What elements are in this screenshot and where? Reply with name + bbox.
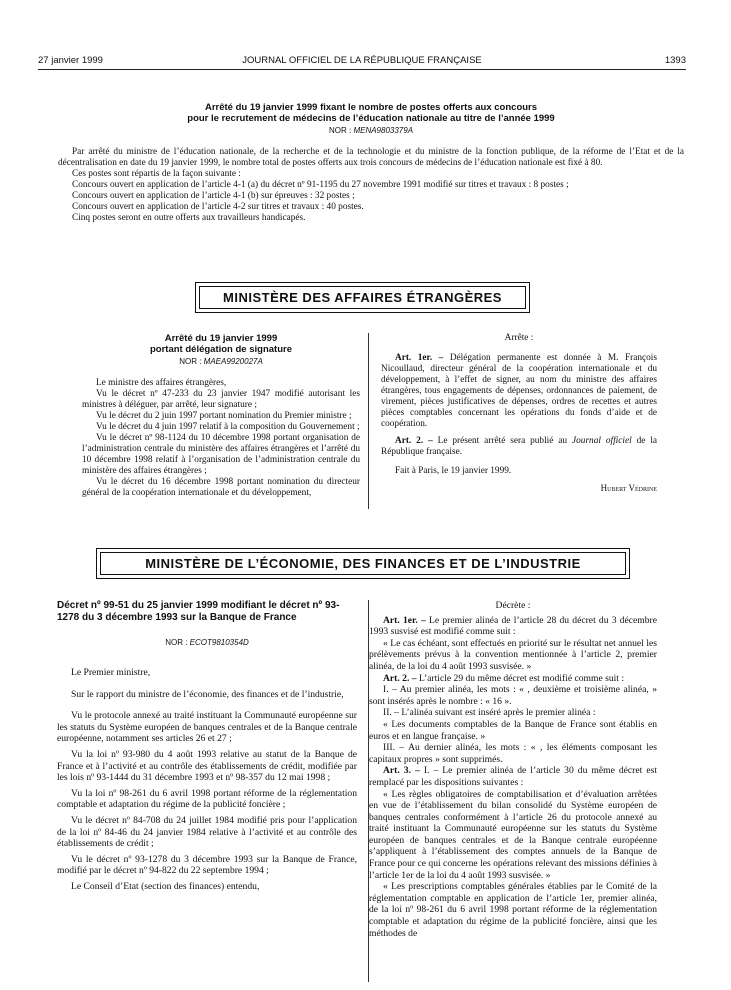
nor-label: NOR : [179,357,202,366]
article-quote: « Le cas échéant, sont effectués en priorité sur le résultat net annuel les prélèvements prévus à la convention mentionnée à l’article 2, premier alinéa, de la loi du 4 août 1993 susvisée. » [369,637,657,672]
article-3 [369,765,657,788]
nor-reference [82,357,360,366]
nor-label: NOR : [328,126,352,135]
decret-title: Décret nº 99-51 du 25 janvier 1999 modifiant le décret nº 93-1278 du 3 décembre 1993 sur la Banque de France [57,600,340,623]
article-2 [369,673,657,685]
nor-label: NOR : [165,638,188,647]
article-1 [369,615,657,638]
banner-label: MINISTÈRE DES AFFAIRES ÉTRANGÈRES [223,290,502,305]
decret-right-column [369,600,657,985]
arrete-postes-medecins [58,102,684,224]
paragraph: Vu le décret du 2 juin 1997 portant nomination du Premier ministre ; [96,411,352,421]
paragraph: Vu le protocole annexé au traité instituant la Communauté européenne sur les statuts du Système européen de banques centrales et de la Banque centrale européenne, notamment ses articles 26 et 27 ; [57,710,357,745]
ministry-banner-economie [100,552,626,575]
paragraph: Vu le décret du 16 décembre 1998 portant nomination du directeur général de la coopération internationale et du développement, [82,477,360,498]
paragraph: Vu le décret nº 84-708 du 24 juillet 1984 modifié pris pour l’application de la loi nº 84-46 du 24 janvier 1984 relative à l’activité et au contrôle des établissements de crédit ; [57,814,357,850]
arrete-title-line-2: portant délégation de signature [150,344,292,355]
header-journal-title: JOURNAL OFFICIEL DE LA RÉPUBLIQUE FRANÇAISE [242,55,482,66]
paragraph: Cinq postes seront en outre offerts aux travailleurs handicapés. [72,213,306,223]
paragraph: Par arrêté du ministre de l’éducation nationale, de la recherche et de la technologie et du ministre de la fonction publique, de la réforme de l’Etat et de la décentralisation en date du 19 janvier 1999, le nombre total de postes offerts aux trois concours de médecins de l’éducation nationale est fixé à 80. [58,147,684,168]
paragraph: Vu le décret nº 93-1278 du 3 décembre 1993 sur la Banque de France, modifié par le décret nº 94-822 du 22 septembre 1994 ; [57,853,357,877]
article-label: Art. 2. – [383,672,417,684]
fait-a-paris: Fait à Paris, le 19 janvier 1999. [395,466,512,476]
article-label: Art. 2. – [395,436,433,446]
arrete-title-line-1: Arrêté du 19 janvier 1999 [164,333,278,344]
paragraph: Ces postes sont répartis de la façon suivante : [72,169,241,179]
page-header [38,55,686,69]
arrete-heading: Arrête : [504,333,534,343]
decret-left-column [57,600,357,893]
article-text: Le présent arrêté sera publié au [437,436,568,446]
arrete-delegation-left-column [82,333,360,499]
paragraph: Le ministre des affaires étrangères, [96,378,227,388]
article-quote: « Les documents comptables de la Banque de France sont établis en euros et en langue française. » [369,718,657,742]
paragraph: Vu la loi nº 93-980 du 4 août 1993 relative au statut de la Banque de France et à l’activité et au contrôle des établissements de crédit, modifiée par les lois nº 93-1444 du 31 décembre 1993 et nº 98-357 du 12 mai 1998 ; [57,748,357,784]
paragraph: Vu la loi nº 98-261 du 6 avril 1998 portant réforme de la réglementation comptable et adaptation du régime de la publicité foncière ; [57,787,357,811]
article-text: Le premier alinéa de l’article 28 du décret du 3 décembre 1993 susvisé est modifié comme suit : [369,614,657,638]
article-subparagraph: II. – L’alinéa suivant est inséré après le premier alinéa : [383,707,596,719]
nor-reference [58,126,684,135]
paragraph: Vu le décret nº 98-1124 du 10 décembre 1998 portant organisation de l’administration centrale du ministère des affaires étrangères et l’arrêté du 10 décembre 1998 relatif à l’organisation de l’administration centrale du ministère des affaires étrangères ; [82,433,360,476]
header-page-number: 1393 [664,55,686,66]
paragraph: Vu le décret du 4 juin 1997 relatif à la composition du Gouvernement ; [96,422,360,432]
article-quote: « Les règles obligatoires de comptabilisation et d’évaluation arrêtées en vue de l’établissement du bilan consolidé du Système européen de banques centrales conformément à l’article 26 du protocole annexé au traité instituant la Communauté européenne sur les statuts du Système européen de banques centrales et de la Banque centrale européenne s’appliquent à l’établissement des comptes annuels de la Banque de France pour ce qui concerne les opérations relevant des missions définies à l’article 1er de la loi du 4 août 1993 susvisée. » [369,788,657,881]
nor-code: ECOT9810354D [189,638,249,647]
signature: Hubert Védrine [600,483,657,493]
article-text: Délégation permanente est donnée à M. François Nicoullaud, directeur général de la coopération internationale et du développement, à l’effet de signer, au nom du ministre des affaires étrangères, tous engagements de dépenses, ordonnances de paiement, de virement, pièces justificatives de dépenses, ordres de recettes et autres pièces comptables concernant les opérations du fonds d’aide et de coopération. [381,353,657,429]
list-item: Concours ouvert en application de l’article 4-2 sur titres et travaux : 40 postes. [72,202,364,212]
ministry-banner-affaires-etrangeres [199,286,526,309]
arrete-delegation-right-column [381,333,657,502]
article-subparagraph: III. – Au dernier alinéa, les mots : « , les éléments composant les capitaux propres » sont supprimés. [369,742,657,765]
article-quote: « Les prescriptions comptables générales établies par le Comité de la réglementation comptable en application de l’article 1er, premier alinéa, de la loi nº 98-261 du 6 avril 1998 portant réforme de la réglementation comptable et adaptation du régime de la publicité foncière, ainsi que les méthodes de [369,881,657,939]
article-text: I. – Le premier alinéa de l’article 30 du même décret est remplacé par les dispositions suivantes : [369,765,657,788]
paragraph: Sur le rapport du ministre de l’économie, des finances et de l’industrie, [71,688,344,700]
header-rule [38,69,686,70]
journal-officiel-ref: Journal officiel [572,436,632,446]
article-label: Art. 3. – [383,765,420,777]
column-divider [368,333,369,509]
header-date: 27 janvier 1999 [38,55,103,66]
list-item: Concours ouvert en application de l’article 4-1 (b) sur épreuves : 32 postes ; [72,191,355,201]
nor-code: MAEA9920027A [203,357,263,366]
paragraph: Le Premier ministre, [71,667,151,678]
arrete-title-line-1: Arrêté du 19 janvier 1999 fixant le nombre de postes offerts aux concours [204,102,538,113]
paragraph: Le Conseil d’Etat (section des finances) entendu, [71,880,260,892]
arrete-title-line-2: pour le recrutement de médecins de l’éducation nationale au titre de l’année 1999 [187,113,555,124]
article-text: L’article 29 du même décret est modifié comme suit : [418,672,625,684]
article-label: Art. 1er. – [395,353,444,363]
banner-label: MINISTÈRE DE L’ÉCONOMIE, DES FINANCES ET DE L’INDUSTRIE [145,556,581,571]
nor-code: MENA9803379A [353,126,414,135]
article-text: de la République française. [381,436,658,457]
article-2 [381,436,657,458]
article-subparagraph: I. – Au premier alinéa, les mots : « , deuxième et troisième alinéa, » sont insérés après le nombre : « 16 ». [369,684,657,707]
list-item: Concours ouvert en application de l’article 4-1 (a) du décret nº 91-1195 du 27 novembre 1991 modifié sur titres et travaux : 8 postes ; [72,180,569,190]
article-1 [381,353,657,430]
paragraph: Vu le décret nº 47-233 du 23 janvier 1947 modifié autorisant les ministres à déléguer, par arrêté, leur signature ; [82,389,360,410]
decrete-heading: Décrète : [495,600,531,611]
nor-reference [57,638,357,647]
article-label: Art. 1er. – [383,614,426,626]
